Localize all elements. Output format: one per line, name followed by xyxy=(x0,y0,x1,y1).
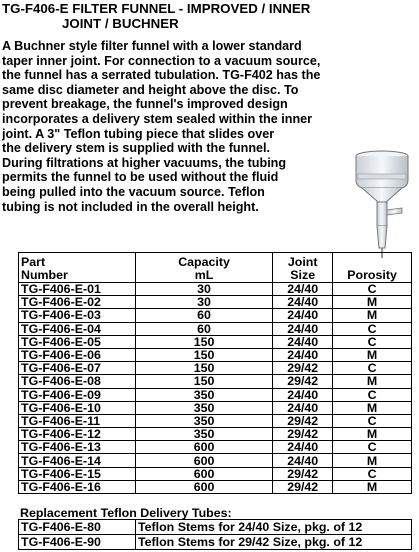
parts-table xyxy=(18,252,412,494)
porosity-cell: M xyxy=(333,296,412,309)
capacity-cell: 350 xyxy=(135,428,272,441)
part-number-cell: TG-F406-E-11 xyxy=(19,414,136,427)
table-row xyxy=(19,375,412,388)
header-joint-line2: Size xyxy=(290,268,316,282)
replacement-description-cell: Teflon Stems for 24/40 Size, pkg. of 12 xyxy=(136,520,412,535)
description-line: prevent breakage, the funnel's improved design xyxy=(2,97,288,112)
table-row xyxy=(19,335,412,348)
part-number-cell: TG-F406-E-07 xyxy=(19,362,136,375)
table-row xyxy=(19,362,412,375)
porosity-cell: C xyxy=(333,322,412,335)
capacity-cell: 350 xyxy=(135,414,272,427)
replacement-description-cell: Teflon Stems for 29/42 Size, pkg. of 12 xyxy=(136,535,412,550)
joint-size-cell: 24/40 xyxy=(273,322,333,335)
joint-size-cell: 29/42 xyxy=(273,375,333,388)
header-joint-line1: Joint xyxy=(287,255,318,269)
porosity-cell: M xyxy=(333,454,412,467)
table-row xyxy=(19,296,412,309)
product-description xyxy=(2,39,357,214)
table-row xyxy=(19,535,412,550)
header-capacity-line1: Capacity xyxy=(178,255,230,269)
joint-size-cell: 24/40 xyxy=(273,388,333,401)
joint-size-cell: 29/42 xyxy=(273,480,333,493)
porosity-cell: M xyxy=(333,401,412,414)
description-line: taper inner joint. For connection to a vacuum source, xyxy=(2,53,321,68)
part-number-cell: TG-F406-E-02 xyxy=(19,296,136,309)
table-row xyxy=(19,322,412,335)
porosity-cell: C xyxy=(333,335,412,348)
porosity-cell: C xyxy=(333,388,412,401)
description-line: the funnel has a serrated tubulation. TG-F402 has the xyxy=(2,68,321,83)
part-number-cell: TG-F406-E-08 xyxy=(19,375,136,388)
table-row xyxy=(19,388,412,401)
capacity-cell: 600 xyxy=(135,441,272,454)
capacity-cell: 150 xyxy=(135,335,272,348)
joint-size-cell: 29/42 xyxy=(273,362,333,375)
porosity-cell: C xyxy=(333,467,412,480)
table-row xyxy=(19,428,412,441)
header-porosity-label: Porosity xyxy=(347,268,397,282)
description-line: joint. A 3" Teflon tubing piece that slides over xyxy=(2,126,275,141)
table-row xyxy=(19,441,412,454)
porosity-cell: C xyxy=(333,362,412,375)
part-number-cell: TG-F406-E-15 xyxy=(19,467,136,480)
part-number-cell: TG-F406-E-06 xyxy=(19,348,136,361)
porosity-cell: M xyxy=(333,375,412,388)
joint-size-cell: 29/42 xyxy=(273,414,333,427)
header-capacity xyxy=(135,253,272,283)
part-number-cell: TG-F406-E-05 xyxy=(19,335,136,348)
funnel-drawing xyxy=(352,150,414,260)
table-row xyxy=(19,309,412,322)
product-title-line2: JOINT / BUCHNER xyxy=(62,16,179,31)
capacity-cell: 60 xyxy=(135,309,272,322)
parts-table-body xyxy=(19,283,412,494)
description-line: permits the funnel to be used without the fluid xyxy=(2,170,279,185)
joint-size-cell: 24/40 xyxy=(273,296,333,309)
capacity-cell: 150 xyxy=(135,375,272,388)
part-number-cell: TG-F406-E-01 xyxy=(19,283,136,296)
header-joint-size xyxy=(273,253,333,283)
joint-size-cell: 24/40 xyxy=(273,454,333,467)
capacity-cell: 350 xyxy=(135,401,272,414)
product-title-line1: TG-F406-E FILTER FUNNEL - IMPROVED / INNER xyxy=(2,1,311,16)
joint-size-cell: 24/40 xyxy=(273,309,333,322)
porosity-cell: M xyxy=(333,428,412,441)
joint-size-cell: 24/40 xyxy=(273,441,333,454)
filter-funnel-illustration xyxy=(352,150,414,260)
description-line: tubing is not included in the overall height. xyxy=(2,199,259,214)
header-porosity xyxy=(333,253,412,283)
table-header-row xyxy=(19,253,412,283)
table-row xyxy=(19,454,412,467)
header-part-number xyxy=(19,253,136,283)
porosity-cell: C xyxy=(333,414,412,427)
description-line: During filtrations at higher vacuums, the tubing xyxy=(2,155,287,170)
capacity-cell: 60 xyxy=(135,322,272,335)
header-part-line1: Part xyxy=(21,255,46,269)
table-row xyxy=(19,480,412,493)
table-row xyxy=(19,283,412,296)
joint-size-cell: 24/40 xyxy=(273,283,333,296)
capacity-cell: 600 xyxy=(135,454,272,467)
capacity-cell: 600 xyxy=(135,467,272,480)
joint-size-cell: 29/42 xyxy=(273,467,333,480)
part-number-cell: TG-F406-E-10 xyxy=(19,401,136,414)
table-row xyxy=(19,467,412,480)
replacement-table xyxy=(18,519,412,550)
description-line: incorporates a delivery stem sealed within the inner xyxy=(2,111,313,126)
table-row xyxy=(19,401,412,414)
product-title xyxy=(2,1,417,31)
joint-size-cell: 24/40 xyxy=(273,401,333,414)
joint-size-cell: 24/40 xyxy=(273,335,333,348)
header-capacity-line2: mL xyxy=(194,268,214,282)
capacity-cell: 150 xyxy=(135,362,272,375)
table-row xyxy=(19,348,412,361)
porosity-cell: C xyxy=(333,283,412,296)
part-number-cell: TG-F406-E-03 xyxy=(19,309,136,322)
replacement-part-number-cell: TG-F406-E-90 xyxy=(19,535,136,550)
table-row xyxy=(19,520,412,535)
part-number-cell: TG-F406-E-16 xyxy=(19,480,136,493)
replacement-title: Replacement Teflon Delivery Tubes: xyxy=(20,506,232,520)
description-line: the delivery stem is supplied with the funnel. xyxy=(2,141,271,156)
joint-size-cell: 29/42 xyxy=(273,428,333,441)
description-line: same disc diameter and height above the disc. To xyxy=(2,82,299,97)
porosity-cell: C xyxy=(333,441,412,454)
replacement-part-number-cell: TG-F406-E-80 xyxy=(19,520,136,535)
header-part-line2: Number xyxy=(21,268,68,282)
joint-size-cell: 24/40 xyxy=(273,348,333,361)
part-number-cell: TG-F406-E-09 xyxy=(19,388,136,401)
part-number-cell: TG-F406-E-12 xyxy=(19,428,136,441)
table-row xyxy=(19,414,412,427)
porosity-cell: M xyxy=(333,309,412,322)
porosity-cell: M xyxy=(333,348,412,361)
description-line: being pulled into the vacuum source. Teflon xyxy=(2,184,265,199)
capacity-cell: 30 xyxy=(135,296,272,309)
porosity-cell: M xyxy=(333,480,412,493)
capacity-cell: 600 xyxy=(135,480,272,493)
description-line: A Buchner style filter funnel with a lower standard xyxy=(2,39,302,53)
part-number-cell: TG-F406-E-04 xyxy=(19,322,136,335)
capacity-cell: 150 xyxy=(135,348,272,361)
capacity-cell: 350 xyxy=(135,388,272,401)
part-number-cell: TG-F406-E-13 xyxy=(19,441,136,454)
replacement-table-body xyxy=(19,520,412,550)
capacity-cell: 30 xyxy=(135,283,272,296)
part-number-cell: TG-F406-E-14 xyxy=(19,454,136,467)
